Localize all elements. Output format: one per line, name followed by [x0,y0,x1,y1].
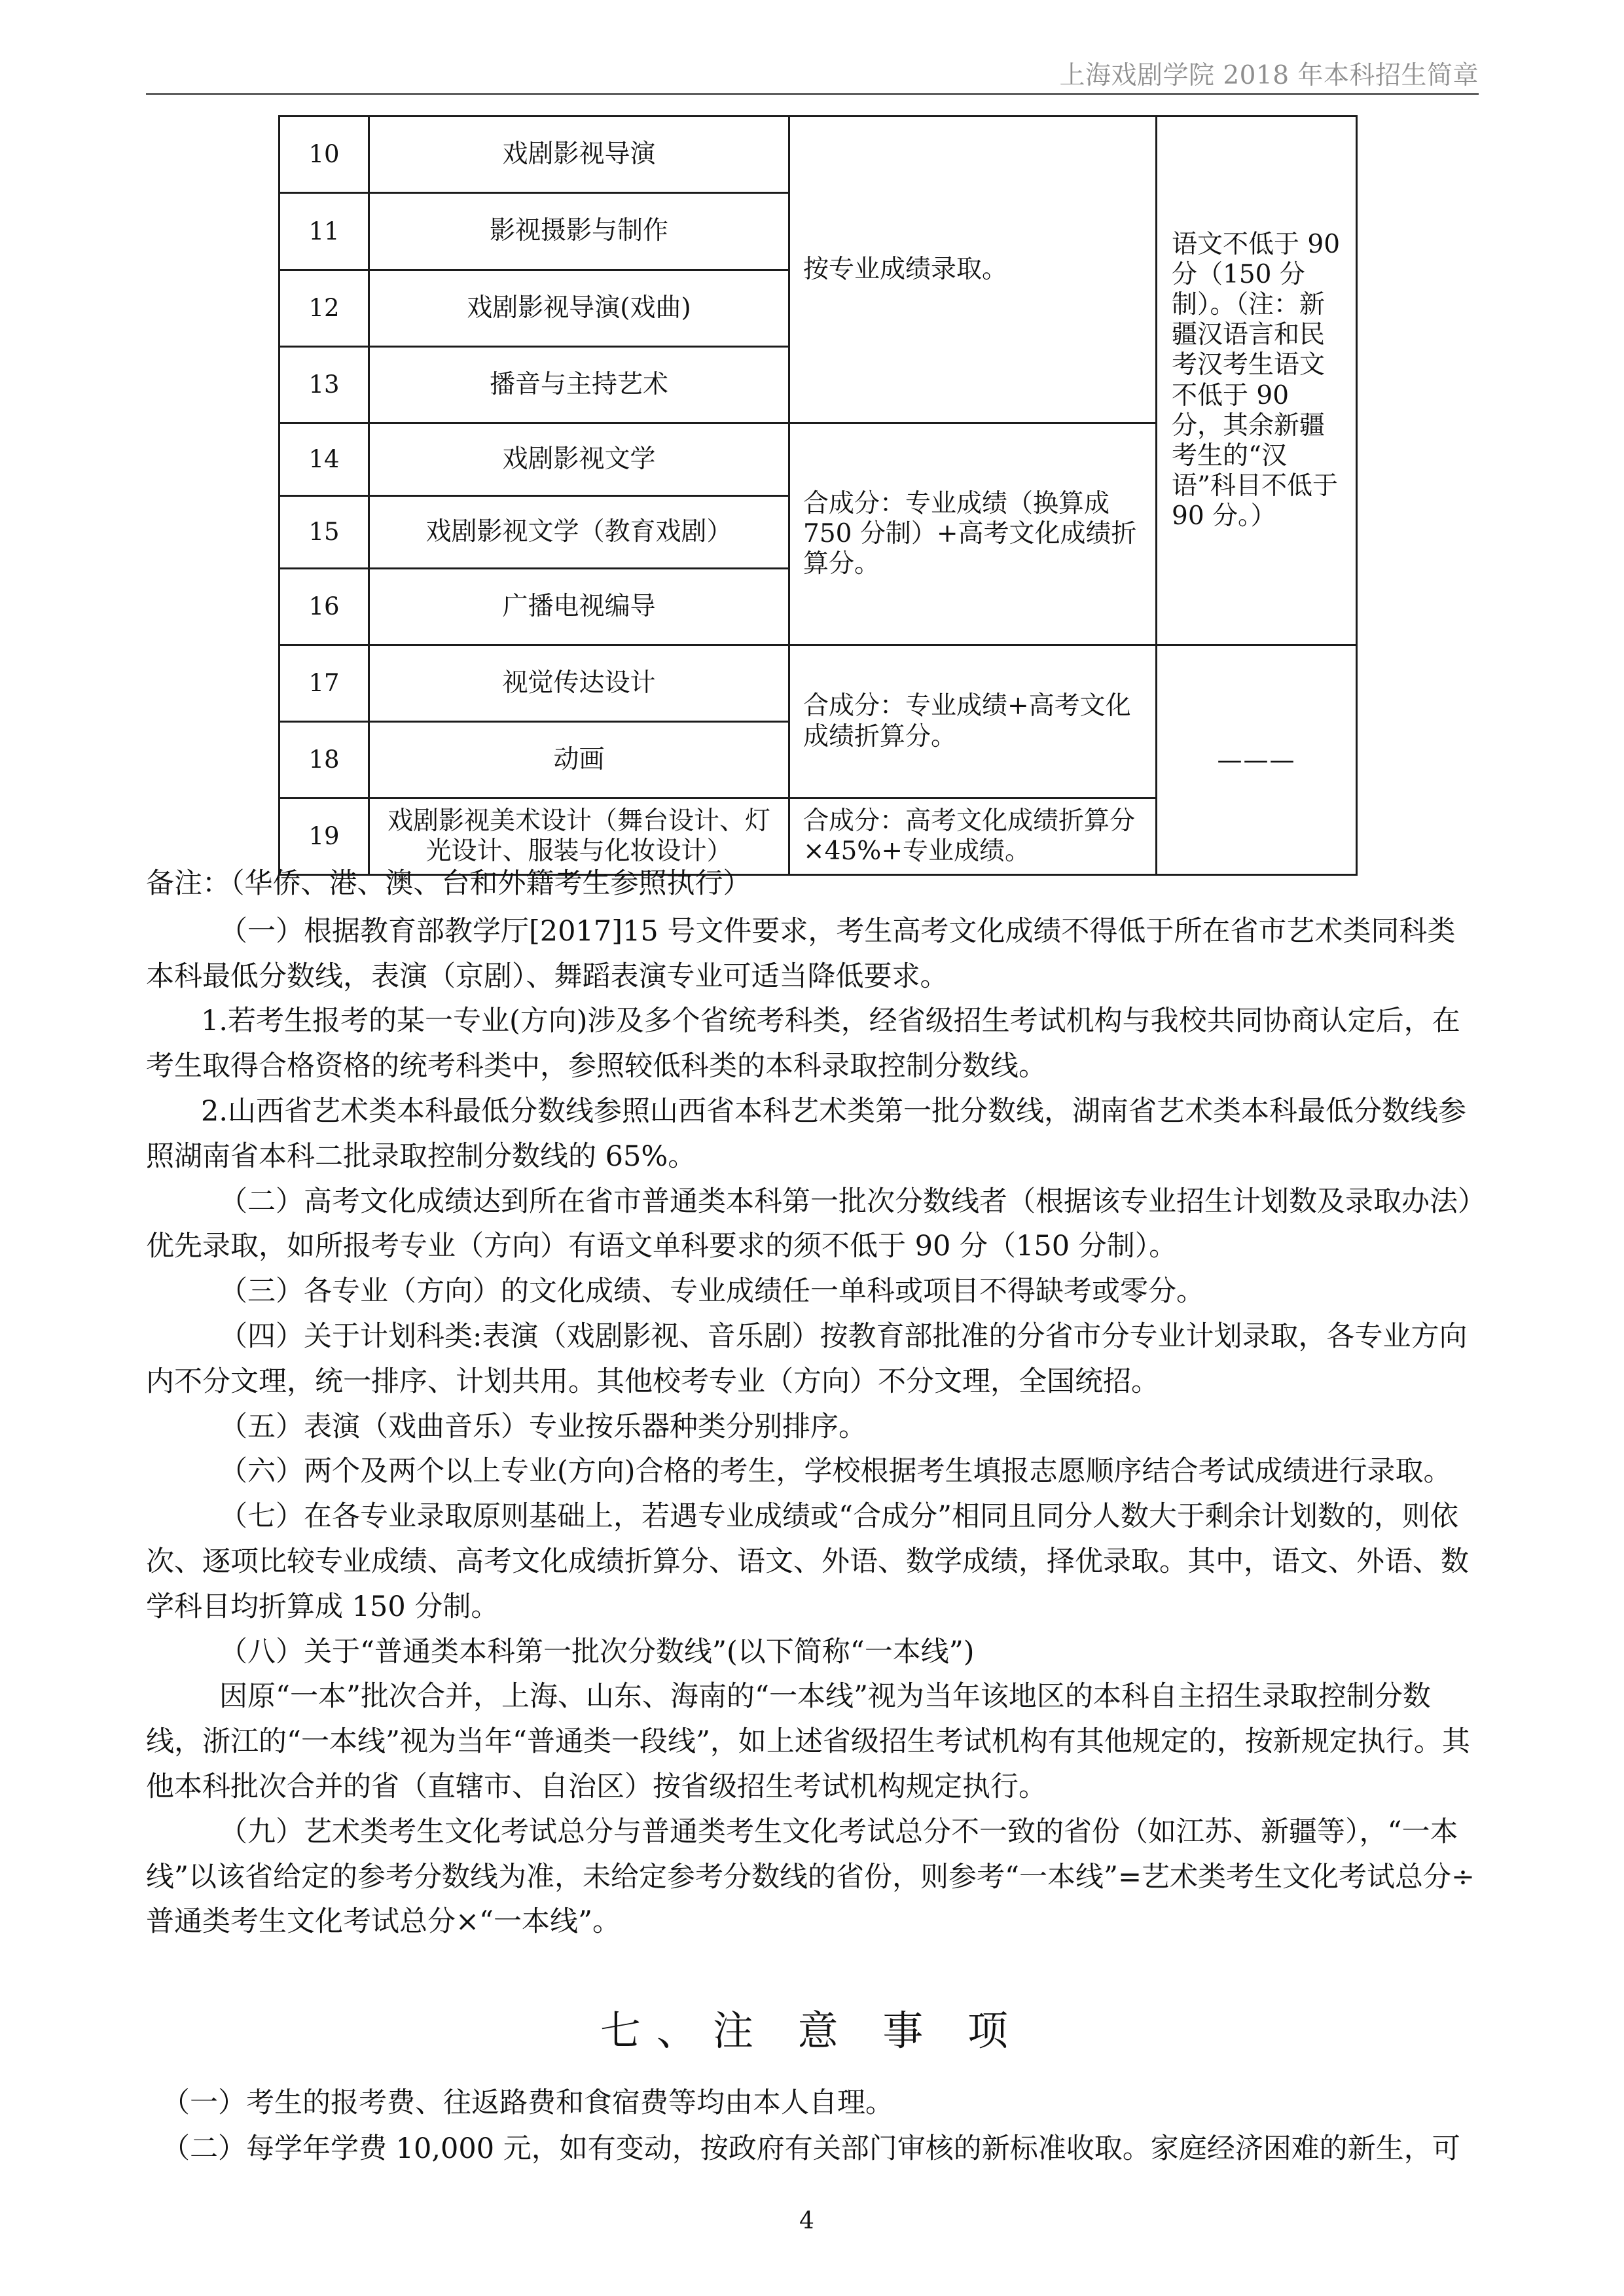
note-paragraph: （五）表演（戏曲音乐）专业按乐器种类分别排序。 [219,1410,867,1443]
header-divider [146,93,1479,95]
page-number: 4 [799,2208,814,2234]
row-number: 13 [280,347,369,423]
note-paragraph: 2.山西省艺术类本科最低分数线参照山西省本科艺术类第一批分数线，湖南省艺术类本科最低分数线参照湖南省本科二批录取控制分数线的 65%。 [146,1094,1467,1173]
row-number: 12 [280,270,369,347]
admission-rule: 合成分：专业成绩+高考文化成绩折算分。 [789,645,1157,798]
row-number: 19 [280,798,369,875]
major-name: 影视摄影与制作 [369,193,789,270]
notes-heading: 备注：（华侨、港、澳、台和外籍考生参照执行） [146,867,751,900]
row-number: 11 [280,193,369,270]
note-paragraph: 因原“一本”批次合并，上海、山东、海南的“一本线”视为当年该地区的本科自主招生录取控制分数线，浙江的“一本线”视为当年“普通类一段线”，如上述省级招生考试机构有其他规定的，按新规定执行。其他本科批次合并的省（直辖市、自治区）按省级招生考试机构规定执行。 [146,1680,1470,1803]
attention-item: （一）考生的报考费、往返路费和食宿费等均由本人自理。 [162,2087,893,2119]
row-number: 17 [280,645,369,722]
section-title: 七、注 意 事 项 [600,2007,1024,2055]
table-row [280,117,1357,193]
row-number: 18 [280,722,369,798]
note-paragraph: （九）艺术类考生文化考试总分与普通类考生文化考试总分不一致的省份（如江苏、新疆等），“一本线”以该省给定的参考分数线为准，未给定参考分数线的省份，则参考“一本线”=艺术类考生文化考试总分÷普通类考生文化考试总分×“一本线”。 [146,1815,1475,1939]
major-name: 戏剧影视导演(戏曲) [369,270,789,347]
major-name: 戏剧影视美术设计（舞台设计、灯光设计、服装与化妆设计） [369,798,789,875]
admission-rule: 合成分：专业成绩（换算成750 分制）+高考文化成绩折算分。 [789,423,1157,645]
note-paragraph: （三）各专业（方向）的文化成绩、专业成绩任一单科或项目不得缺考或零分。 [219,1275,1204,1308]
note-paragraph: （七）在各专业录取原则基础上，若遇专业成绩或“合成分”相同且同分人数大于剩余计划数的，则依次、逐项比较专业成绩、高考文化成绩折算分、语文、外语、数学成绩，择优录取。其中，语文、外语、数学科目均折算成 150 分制。 [146,1500,1469,1623]
major-name: 视觉传达设计 [369,645,789,722]
major-name: 戏剧影视文学 [369,423,789,496]
row-number: 14 [280,423,369,496]
note-paragraph: （一）根据教育部教学厅[2017]15 号文件要求，考生高考文化成绩不得低于所在省市艺术类同科类本科最低分数线，表演（京剧）、舞蹈表演专业可适当降低要求。 [146,914,1456,993]
attention-items [162,2080,1464,2172]
major-name: 广播电视编导 [369,569,789,645]
row-number: 16 [280,569,369,645]
major-name: 戏剧影视导演 [369,117,789,193]
language-requirement: 语文不低于 90 分（150 分制）。（注：新疆汉语言和民考汉考生语文不低于 90 分，其余新疆考生的“汉语”科目不低于 90 分。） [1157,117,1357,645]
note-paragraph: （四）关于计划科类:表演（戏剧影视、音乐剧）按教育部批准的分省市分专业计划录取，各专业方向内不分文理，统一排序、计划共用。其他校考专业（方向）不分文理，全国统招。 [146,1319,1468,1398]
major-name: 播音与主持艺术 [369,347,789,423]
note-paragraph: （八）关于“普通类本科第一批次分数线”(以下简称“一本线”) [219,1635,975,1668]
admission-rule: 合成分：高考文化成绩折算分×45%+专业成绩。 [789,798,1157,875]
empty-requirement: ——— [1157,645,1357,875]
table-row [280,645,1357,722]
admission-rule: 按专业成绩录取。 [789,117,1157,423]
admission-notes [146,861,1479,1945]
admission-score-table [278,115,1358,876]
note-paragraph: （二）高考文化成绩达到所在省市普通类本科第一批次分数线者（根据该专业招生计划数及录取办法）优先录取，如所报考专业（方向）有语文单科要求的须不低于 90 分（150 分制）。 [146,1185,1472,1263]
major-name: 动画 [369,722,789,798]
note-paragraph: （六）两个及两个以上专业(方向)合格的考生，学校根据考生填报志愿顺序结合考试成绩进行录取。 [219,1455,1452,1488]
major-name: 戏剧影视文学（教育戏剧） [369,496,789,569]
row-number: 15 [280,496,369,569]
document-header-title: 上海戏剧学院 2018 年本科招生简章 [1059,61,1479,90]
note-paragraph: 1.若考生报考的某一专业(方向)涉及多个省统考科类，经省级招生考试机构与我校共同协商认定后，在考生取得合格资格的统考科类中，参照较低科类的本科录取控制分数线。 [146,1005,1460,1083]
attention-item: （二）每学年学费 10,000 元，如有变动，按政府有关部门审核的新标准收取。家庭经济困难的新生，可 [162,2132,1460,2166]
row-number: 10 [280,117,369,193]
